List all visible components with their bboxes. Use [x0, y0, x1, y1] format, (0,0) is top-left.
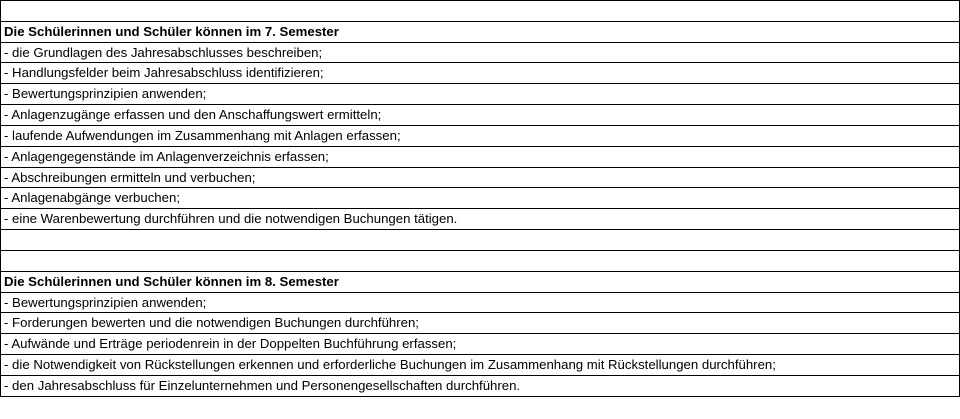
objective-row[interactable]: - Abschreibungen ermitteln und verbuchen;: [0, 168, 960, 189]
objective-row[interactable]: - den Jahresabschluss für Einzelunternehmen und Personengesellschaften durchführen.: [0, 376, 960, 397]
semester-7-heading[interactable]: Die Schülerinnen und Schüler können im 7. Semester: [0, 22, 960, 43]
objective-row[interactable]: - Forderungen bewerten und die notwendigen Buchungen durchführen;: [0, 313, 960, 334]
semester-8-heading[interactable]: Die Schülerinnen und Schüler können im 8. Semester: [0, 272, 960, 293]
objective-row[interactable]: - Handlungsfelder beim Jahresabschluss identifizieren;: [0, 63, 960, 84]
empty-row[interactable]: [0, 230, 960, 251]
objective-row[interactable]: - die Grundlagen des Jahresabschlusses beschreiben;: [0, 43, 960, 64]
empty-row[interactable]: [0, 1, 960, 22]
objective-row[interactable]: - laufende Aufwendungen im Zusammenhang mit Anlagen erfassen;: [0, 126, 960, 147]
objective-row[interactable]: - Anlagenzugänge erfassen und den Anschaffungswert ermitteln;: [0, 105, 960, 126]
objective-row[interactable]: - Anlagenabgänge verbuchen;: [0, 188, 960, 209]
objective-row[interactable]: - Aufwände und Erträge periodenrein in der Doppelten Buchführung erfassen;: [0, 334, 960, 355]
objective-row[interactable]: - Bewertungsprinzipien anwenden;: [0, 293, 960, 314]
objective-row[interactable]: - eine Warenbewertung durchführen und die notwendigen Buchungen tätigen.: [0, 209, 960, 230]
objective-row[interactable]: - Anlagengegenstände im Anlagenverzeichnis erfassen;: [0, 147, 960, 168]
objective-row[interactable]: - Bewertungsprinzipien anwenden;: [0, 84, 960, 105]
empty-row[interactable]: [0, 251, 960, 272]
objective-row[interactable]: - die Notwendigkeit von Rückstellungen erkennen und erforderliche Buchungen im Zusammenhang mit Rückstellungen durchführen;: [0, 355, 960, 376]
